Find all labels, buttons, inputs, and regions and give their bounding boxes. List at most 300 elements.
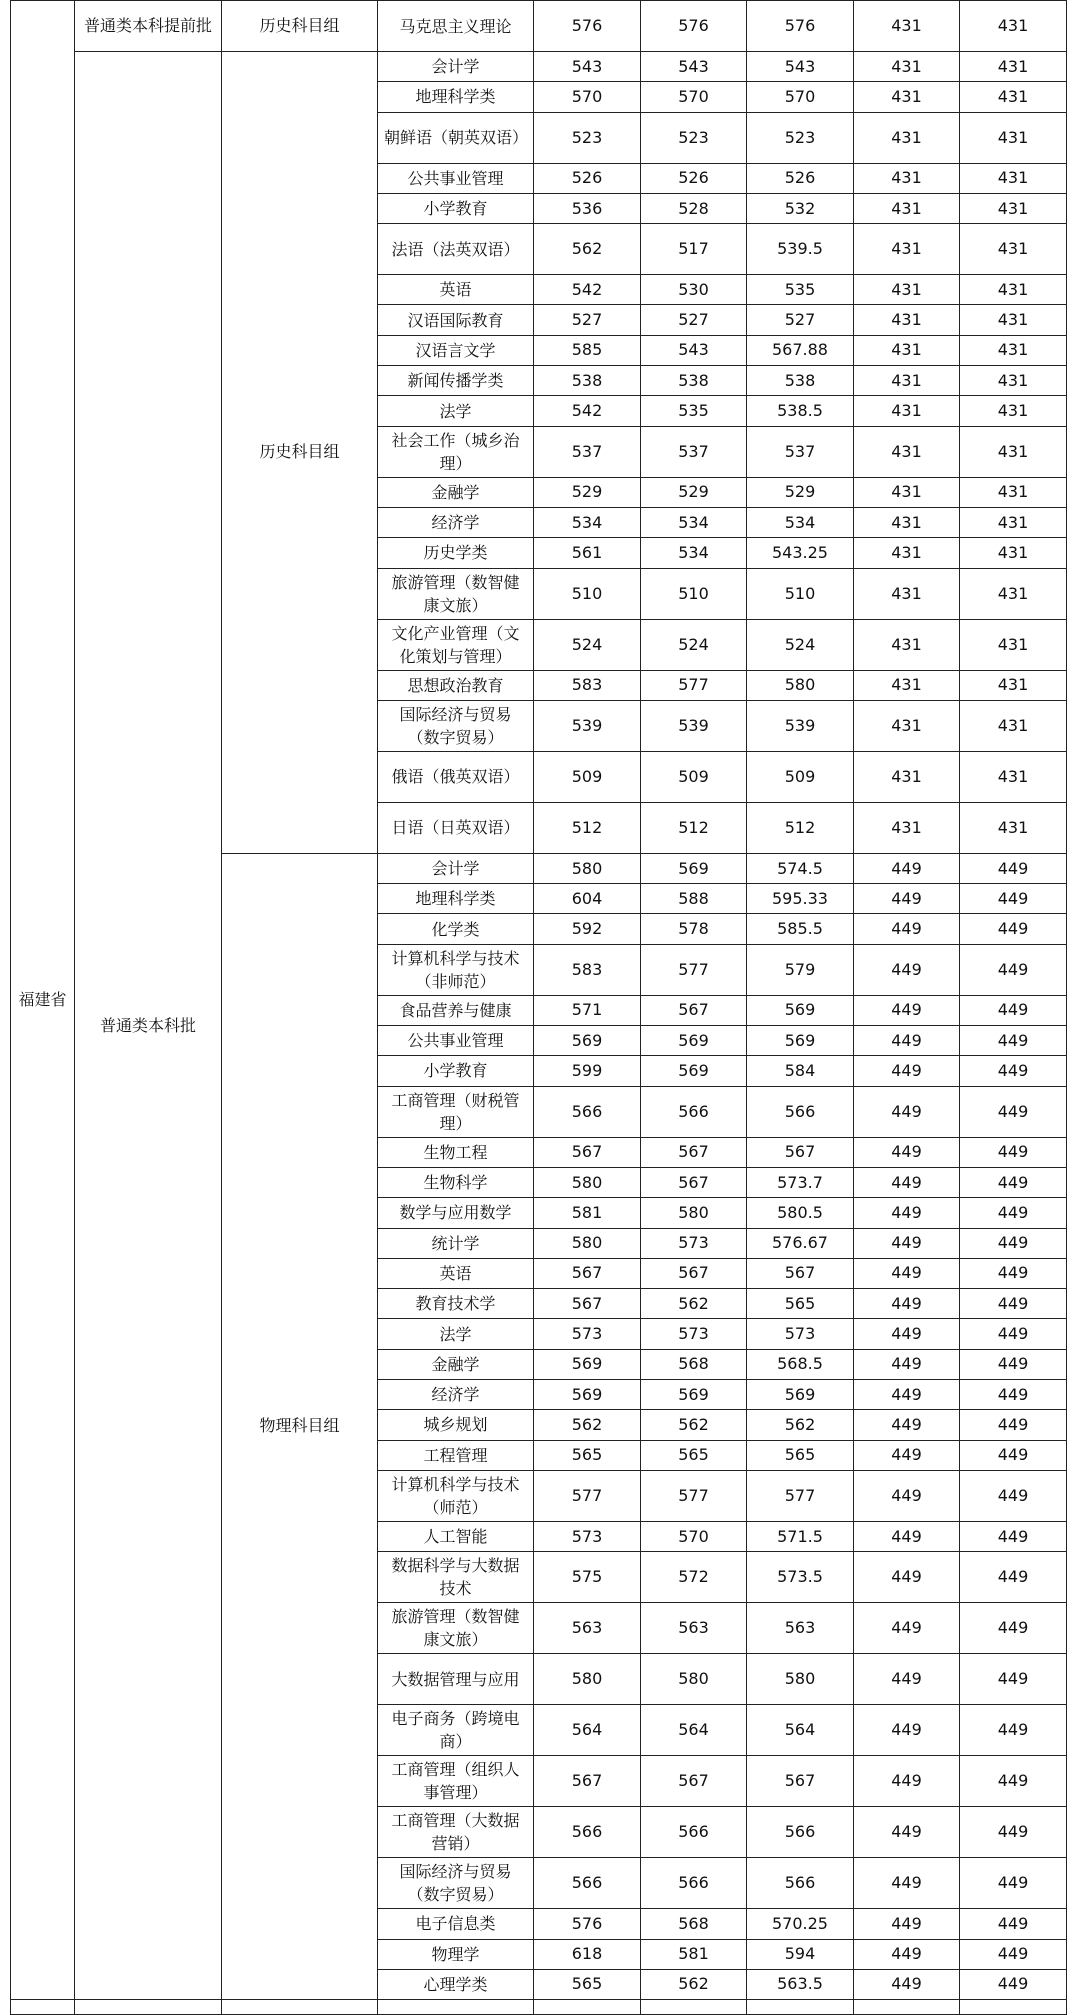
- min-score-cell: 566: [641, 1858, 747, 1909]
- major-name-cell: 电子商务（跨境电商）: [378, 1705, 534, 1756]
- min-score-cell: 562: [641, 1969, 747, 1999]
- major-name-cell: 地理科学类: [378, 82, 534, 112]
- max-score-cell: 570: [534, 82, 641, 112]
- control-line-cell: 431: [854, 305, 960, 335]
- control-line-cell: 449: [854, 1410, 960, 1440]
- avg-score-cell: 537: [747, 426, 854, 477]
- max-score-cell: 567: [534, 1289, 641, 1319]
- major-name-cell: 日语（日英双语）: [378, 802, 534, 853]
- control-line-cell: 431: [854, 112, 960, 163]
- avg-score-cell: 579: [747, 944, 854, 995]
- major-name-cell: 法学: [378, 396, 534, 426]
- min-score-cell: 523: [641, 112, 747, 163]
- max-score-cell: 580: [534, 1167, 641, 1197]
- max-score-cell: 569: [534, 1026, 641, 1056]
- min-score-cell: 567: [641, 1258, 747, 1288]
- max-score-cell: 529: [534, 477, 641, 507]
- avg-score-cell: 580: [747, 1654, 854, 1705]
- max-score-cell: 563: [534, 1603, 641, 1654]
- batch-line-cell: 449: [960, 1198, 1067, 1228]
- min-score-cell: 580: [641, 1654, 747, 1705]
- max-score-cell: 527: [534, 305, 641, 335]
- min-score-cell: 543: [641, 335, 747, 365]
- major-name-cell: 旅游管理（数智健康文旅）: [378, 1603, 534, 1654]
- control-line-cell: 431: [854, 335, 960, 365]
- avg-score-cell: 570: [747, 82, 854, 112]
- max-score-cell: 562: [534, 1410, 641, 1440]
- control-line-cell: 449: [854, 944, 960, 995]
- avg-score-cell: 567: [747, 1137, 854, 1167]
- avg-score-cell: 580.5: [747, 1198, 854, 1228]
- max-score-cell: 512: [534, 802, 641, 853]
- batch-line-cell: 449: [960, 1756, 1067, 1807]
- min-score-cell: 570: [641, 1521, 747, 1551]
- batch-line-cell: 449: [960, 1969, 1067, 1999]
- max-score-cell: 585: [534, 335, 641, 365]
- major-name-cell: 汉语言文学: [378, 335, 534, 365]
- avg-score-cell: 568.5: [747, 1349, 854, 1379]
- major-name-cell: 心理学类: [378, 1969, 534, 1999]
- avg-score-cell: 566: [747, 1807, 854, 1858]
- control-line-cell: 431: [854, 802, 960, 853]
- control-line-cell: 449: [854, 1969, 960, 1999]
- min-score-cell: 569: [641, 1026, 747, 1056]
- control-line-cell: 449: [854, 1228, 960, 1258]
- max-score-cell: 573: [534, 1319, 641, 1349]
- max-score-cell: 569: [534, 1349, 641, 1379]
- min-score-cell: 567: [641, 1756, 747, 1807]
- batch-line-cell: 431: [960, 396, 1067, 426]
- batch-line-cell: 449: [960, 1349, 1067, 1379]
- empty-cell: [534, 2000, 641, 2015]
- major-name-cell: 朝鲜语（朝英双语）: [378, 112, 534, 163]
- score-sheet: [10, 0, 1067, 2015]
- batch-line-cell: 431: [960, 538, 1067, 568]
- control-line-cell: 431: [854, 193, 960, 223]
- avg-score-cell: 529: [747, 477, 854, 507]
- control-line-cell: 449: [854, 1289, 960, 1319]
- min-score-cell: 580: [641, 1198, 747, 1228]
- min-score-cell: 588: [641, 884, 747, 914]
- avg-score-cell: 571.5: [747, 1521, 854, 1551]
- avg-score-cell: 574.5: [747, 853, 854, 883]
- max-score-cell: 566: [534, 1086, 641, 1137]
- control-line-cell: 449: [854, 1349, 960, 1379]
- control-line-cell: 449: [854, 1056, 960, 1086]
- control-line-cell: 449: [854, 884, 960, 914]
- major-name-cell: 计算机科学与技术（师范）: [378, 1470, 534, 1521]
- avg-score-cell: 565: [747, 1440, 854, 1470]
- batch-line-cell: 431: [960, 1, 1067, 52]
- major-name-cell: 法语（法英双语）: [378, 224, 534, 275]
- major-name-cell: 物理学: [378, 1939, 534, 1969]
- max-score-cell: 536: [534, 193, 641, 223]
- max-score-cell: 537: [534, 426, 641, 477]
- batch-line-cell: 431: [960, 507, 1067, 537]
- control-line-cell: 449: [854, 1858, 960, 1909]
- max-score-cell: 577: [534, 1470, 641, 1521]
- major-name-cell: 历史学类: [378, 538, 534, 568]
- max-score-cell: 583: [534, 670, 641, 700]
- max-score-cell: 575: [534, 1552, 641, 1603]
- batch-line-cell: 449: [960, 1086, 1067, 1137]
- control-line-cell: 431: [854, 52, 960, 82]
- avg-score-cell: 576.67: [747, 1228, 854, 1258]
- avg-score-cell: 570.25: [747, 1909, 854, 1939]
- min-score-cell: 572: [641, 1552, 747, 1603]
- avg-score-cell: 509: [747, 751, 854, 802]
- max-score-cell: 510: [534, 568, 641, 619]
- control-line-cell: 431: [854, 507, 960, 537]
- batch-line-cell: 449: [960, 1909, 1067, 1939]
- min-score-cell: 517: [641, 224, 747, 275]
- max-score-cell: 567: [534, 1756, 641, 1807]
- control-line-cell: 449: [854, 995, 960, 1025]
- max-score-cell: 571: [534, 995, 641, 1025]
- avg-score-cell: 563: [747, 1603, 854, 1654]
- major-name-cell: 思想政治教育: [378, 670, 534, 700]
- min-score-cell: 567: [641, 995, 747, 1025]
- major-name-cell: 工商管理（大数据营销）: [378, 1807, 534, 1858]
- control-line-cell: 449: [854, 914, 960, 944]
- min-score-cell: 570: [641, 82, 747, 112]
- empty-cell: [11, 2000, 75, 2015]
- batch-line-cell: 449: [960, 1603, 1067, 1654]
- max-score-cell: 580: [534, 1228, 641, 1258]
- batch-line-cell: 431: [960, 112, 1067, 163]
- max-score-cell: 604: [534, 884, 641, 914]
- min-score-cell: 569: [641, 1380, 747, 1410]
- control-line-cell: 449: [854, 1026, 960, 1056]
- empty-cell: [222, 2000, 378, 2015]
- avg-score-cell: 563.5: [747, 1969, 854, 1999]
- batch-line-cell: 431: [960, 700, 1067, 751]
- major-name-cell: 社会工作（城乡治理）: [378, 426, 534, 477]
- min-score-cell: 509: [641, 751, 747, 802]
- control-line-cell: 449: [854, 1470, 960, 1521]
- min-score-cell: 510: [641, 568, 747, 619]
- avg-score-cell: 577: [747, 1470, 854, 1521]
- avg-score-cell: 523: [747, 112, 854, 163]
- max-score-cell: 576: [534, 1909, 641, 1939]
- max-score-cell: 542: [534, 275, 641, 305]
- min-score-cell: 569: [641, 853, 747, 883]
- min-score-cell: 535: [641, 396, 747, 426]
- batch-line-cell: 431: [960, 305, 1067, 335]
- major-name-cell: 汉语国际教育: [378, 305, 534, 335]
- batch-line-cell: 449: [960, 1289, 1067, 1319]
- batch-line-cell: 449: [960, 1056, 1067, 1086]
- batch-line-cell: 449: [960, 1380, 1067, 1410]
- max-score-cell: 534: [534, 507, 641, 537]
- avg-score-cell: 534: [747, 507, 854, 537]
- max-score-cell: 538: [534, 366, 641, 396]
- control-line-cell: 431: [854, 700, 960, 751]
- major-name-cell: 电子信息类: [378, 1909, 534, 1939]
- max-score-cell: 564: [534, 1705, 641, 1756]
- batch-line-cell: 449: [960, 1705, 1067, 1756]
- avg-score-cell: 527: [747, 305, 854, 335]
- avg-score-cell: 566: [747, 1858, 854, 1909]
- major-name-cell: 工商管理（组织人事管理）: [378, 1756, 534, 1807]
- min-score-cell: 537: [641, 426, 747, 477]
- avg-score-cell: 526: [747, 163, 854, 193]
- avg-score-cell: 573: [747, 1319, 854, 1349]
- batch-cell: 普通类本科批: [75, 52, 222, 2000]
- major-name-cell: 人工智能: [378, 1521, 534, 1551]
- major-name-cell: 英语: [378, 1258, 534, 1288]
- batch-line-cell: 431: [960, 802, 1067, 853]
- admission-score-table: [10, 0, 1067, 2015]
- avg-score-cell: 580: [747, 670, 854, 700]
- avg-score-cell: 566: [747, 1086, 854, 1137]
- min-score-cell: 581: [641, 1939, 747, 1969]
- control-line-cell: 449: [854, 1198, 960, 1228]
- avg-score-cell: 567: [747, 1756, 854, 1807]
- min-score-cell: 567: [641, 1167, 747, 1197]
- major-name-cell: 工商管理（财税管理）: [378, 1086, 534, 1137]
- major-name-cell: 数学与应用数学: [378, 1198, 534, 1228]
- empty-cell: [747, 2000, 854, 2015]
- min-score-cell: 539: [641, 700, 747, 751]
- max-score-cell: 542: [534, 396, 641, 426]
- avg-score-cell: 567: [747, 1258, 854, 1288]
- batch-line-cell: 449: [960, 1167, 1067, 1197]
- max-score-cell: 583: [534, 944, 641, 995]
- batch-line-cell: 431: [960, 477, 1067, 507]
- avg-score-cell: 510: [747, 568, 854, 619]
- avg-score-cell: 543.25: [747, 538, 854, 568]
- table-row-partial: [11, 2000, 1067, 2015]
- major-name-cell: 经济学: [378, 1380, 534, 1410]
- major-name-cell: 新闻传播学类: [378, 366, 534, 396]
- empty-cell: [378, 2000, 534, 2015]
- control-line-cell: 431: [854, 224, 960, 275]
- major-name-cell: 英语: [378, 275, 534, 305]
- batch-line-cell: 449: [960, 1807, 1067, 1858]
- batch-line-cell: 431: [960, 82, 1067, 112]
- major-name-cell: 大数据管理与应用: [378, 1654, 534, 1705]
- min-score-cell: 578: [641, 914, 747, 944]
- control-line-cell: 449: [854, 1521, 960, 1551]
- min-score-cell: 530: [641, 275, 747, 305]
- control-line-cell: 449: [854, 1167, 960, 1197]
- control-line-cell: 449: [854, 1380, 960, 1410]
- batch-line-cell: 431: [960, 163, 1067, 193]
- batch-line-cell: 431: [960, 275, 1067, 305]
- min-score-cell: 567: [641, 1137, 747, 1167]
- avg-score-cell: 538: [747, 366, 854, 396]
- control-line-cell: 449: [854, 1258, 960, 1288]
- avg-score-cell: 543: [747, 52, 854, 82]
- control-line-cell: 449: [854, 1440, 960, 1470]
- subject-group-cell: 物理科目组: [222, 853, 378, 1999]
- min-score-cell: 524: [641, 619, 747, 670]
- min-score-cell: 573: [641, 1228, 747, 1258]
- control-line-cell: 449: [854, 1319, 960, 1349]
- empty-cell: [641, 2000, 747, 2015]
- min-score-cell: 528: [641, 193, 747, 223]
- max-score-cell: 526: [534, 163, 641, 193]
- control-line-cell: 431: [854, 366, 960, 396]
- batch-line-cell: 449: [960, 1440, 1067, 1470]
- min-score-cell: 577: [641, 670, 747, 700]
- major-name-cell: 经济学: [378, 507, 534, 537]
- major-name-cell: 公共事业管理: [378, 163, 534, 193]
- min-score-cell: 573: [641, 1319, 747, 1349]
- major-name-cell: 马克思主义理论: [378, 1, 534, 52]
- major-name-cell: 工程管理: [378, 1440, 534, 1470]
- major-name-cell: 文化产业管理（文化策划与管理）: [378, 619, 534, 670]
- max-score-cell: 509: [534, 751, 641, 802]
- avg-score-cell: 535: [747, 275, 854, 305]
- avg-score-cell: 594: [747, 1939, 854, 1969]
- batch-line-cell: 449: [960, 1470, 1067, 1521]
- max-score-cell: 565: [534, 1440, 641, 1470]
- batch-line-cell: 449: [960, 1858, 1067, 1909]
- max-score-cell: 580: [534, 1654, 641, 1705]
- avg-score-cell: 562: [747, 1410, 854, 1440]
- major-name-cell: 国际经济与贸易（数字贸易）: [378, 1858, 534, 1909]
- max-score-cell: 581: [534, 1198, 641, 1228]
- batch-line-cell: 431: [960, 52, 1067, 82]
- avg-score-cell: 539: [747, 700, 854, 751]
- major-name-cell: 公共事业管理: [378, 1026, 534, 1056]
- batch-line-cell: 431: [960, 619, 1067, 670]
- major-name-cell: 地理科学类: [378, 884, 534, 914]
- max-score-cell: 566: [534, 1807, 641, 1858]
- control-line-cell: 449: [854, 1603, 960, 1654]
- control-line-cell: 431: [854, 751, 960, 802]
- avg-score-cell: 573.5: [747, 1552, 854, 1603]
- table-row: [11, 1, 1067, 52]
- major-name-cell: 数据科学与大数据技术: [378, 1552, 534, 1603]
- max-score-cell: 523: [534, 112, 641, 163]
- min-score-cell: 512: [641, 802, 747, 853]
- min-score-cell: 566: [641, 1807, 747, 1858]
- control-line-cell: 449: [854, 1756, 960, 1807]
- batch-line-cell: 449: [960, 853, 1067, 883]
- table-body: [11, 1, 1067, 2015]
- control-line-cell: 431: [854, 568, 960, 619]
- min-score-cell: 576: [641, 1, 747, 52]
- control-line-cell: 449: [854, 1939, 960, 1969]
- control-line-cell: 449: [854, 853, 960, 883]
- province-cell: 福建省: [11, 1, 75, 2000]
- avg-score-cell: 569: [747, 1026, 854, 1056]
- batch-line-cell: 449: [960, 1026, 1067, 1056]
- batch-line-cell: 449: [960, 1654, 1067, 1705]
- control-line-cell: 431: [854, 82, 960, 112]
- empty-cell: [75, 2000, 222, 2015]
- avg-score-cell: 564: [747, 1705, 854, 1756]
- major-name-cell: 生物科学: [378, 1167, 534, 1197]
- major-name-cell: 金融学: [378, 1349, 534, 1379]
- max-score-cell: 573: [534, 1521, 641, 1551]
- min-score-cell: 564: [641, 1705, 747, 1756]
- control-line-cell: 449: [854, 1552, 960, 1603]
- batch-line-cell: 449: [960, 1410, 1067, 1440]
- batch-line-cell: 449: [960, 1228, 1067, 1258]
- avg-score-cell: 585.5: [747, 914, 854, 944]
- avg-score-cell: 569: [747, 1380, 854, 1410]
- batch-line-cell: 449: [960, 1258, 1067, 1288]
- min-score-cell: 568: [641, 1909, 747, 1939]
- max-score-cell: 566: [534, 1858, 641, 1909]
- control-line-cell: 431: [854, 396, 960, 426]
- empty-cell: [960, 2000, 1067, 2015]
- major-name-cell: 法学: [378, 1319, 534, 1349]
- major-name-cell: 计算机科学与技术（非师范）: [378, 944, 534, 995]
- max-score-cell: 592: [534, 914, 641, 944]
- control-line-cell: 431: [854, 1, 960, 52]
- control-line-cell: 431: [854, 477, 960, 507]
- major-name-cell: 旅游管理（数智健康文旅）: [378, 568, 534, 619]
- batch-line-cell: 431: [960, 568, 1067, 619]
- min-score-cell: 529: [641, 477, 747, 507]
- major-name-cell: 食品营养与健康: [378, 995, 534, 1025]
- avg-score-cell: 539.5: [747, 224, 854, 275]
- avg-score-cell: 565: [747, 1289, 854, 1319]
- min-score-cell: 565: [641, 1440, 747, 1470]
- batch-line-cell: 449: [960, 1137, 1067, 1167]
- avg-score-cell: 584: [747, 1056, 854, 1086]
- avg-score-cell: 512: [747, 802, 854, 853]
- major-name-cell: 国际经济与贸易（数字贸易）: [378, 700, 534, 751]
- min-score-cell: 569: [641, 1056, 747, 1086]
- control-line-cell: 431: [854, 275, 960, 305]
- max-score-cell: 562: [534, 224, 641, 275]
- major-name-cell: 会计学: [378, 853, 534, 883]
- max-score-cell: 543: [534, 52, 641, 82]
- max-score-cell: 567: [534, 1137, 641, 1167]
- min-score-cell: 527: [641, 305, 747, 335]
- batch-line-cell: 431: [960, 751, 1067, 802]
- batch-line-cell: 449: [960, 1552, 1067, 1603]
- min-score-cell: 534: [641, 507, 747, 537]
- avg-score-cell: 524: [747, 619, 854, 670]
- control-line-cell: 431: [854, 538, 960, 568]
- avg-score-cell: 567.88: [747, 335, 854, 365]
- batch-line-cell: 431: [960, 193, 1067, 223]
- avg-score-cell: 532: [747, 193, 854, 223]
- table-row: [11, 52, 1067, 82]
- major-name-cell: 化学类: [378, 914, 534, 944]
- max-score-cell: 569: [534, 1380, 641, 1410]
- batch-line-cell: 431: [960, 224, 1067, 275]
- control-line-cell: 431: [854, 163, 960, 193]
- min-score-cell: 526: [641, 163, 747, 193]
- batch-line-cell: 449: [960, 944, 1067, 995]
- min-score-cell: 534: [641, 538, 747, 568]
- batch-line-cell: 449: [960, 914, 1067, 944]
- max-score-cell: 618: [534, 1939, 641, 1969]
- max-score-cell: 576: [534, 1, 641, 52]
- batch-line-cell: 449: [960, 1319, 1067, 1349]
- min-score-cell: 566: [641, 1086, 747, 1137]
- min-score-cell: 562: [641, 1410, 747, 1440]
- avg-score-cell: 569: [747, 995, 854, 1025]
- major-name-cell: 生物工程: [378, 1137, 534, 1167]
- major-name-cell: 会计学: [378, 52, 534, 82]
- avg-score-cell: 538.5: [747, 396, 854, 426]
- min-score-cell: 538: [641, 366, 747, 396]
- control-line-cell: 449: [854, 1807, 960, 1858]
- batch-line-cell: 431: [960, 670, 1067, 700]
- min-score-cell: 577: [641, 1470, 747, 1521]
- avg-score-cell: 576: [747, 1, 854, 52]
- min-score-cell: 568: [641, 1349, 747, 1379]
